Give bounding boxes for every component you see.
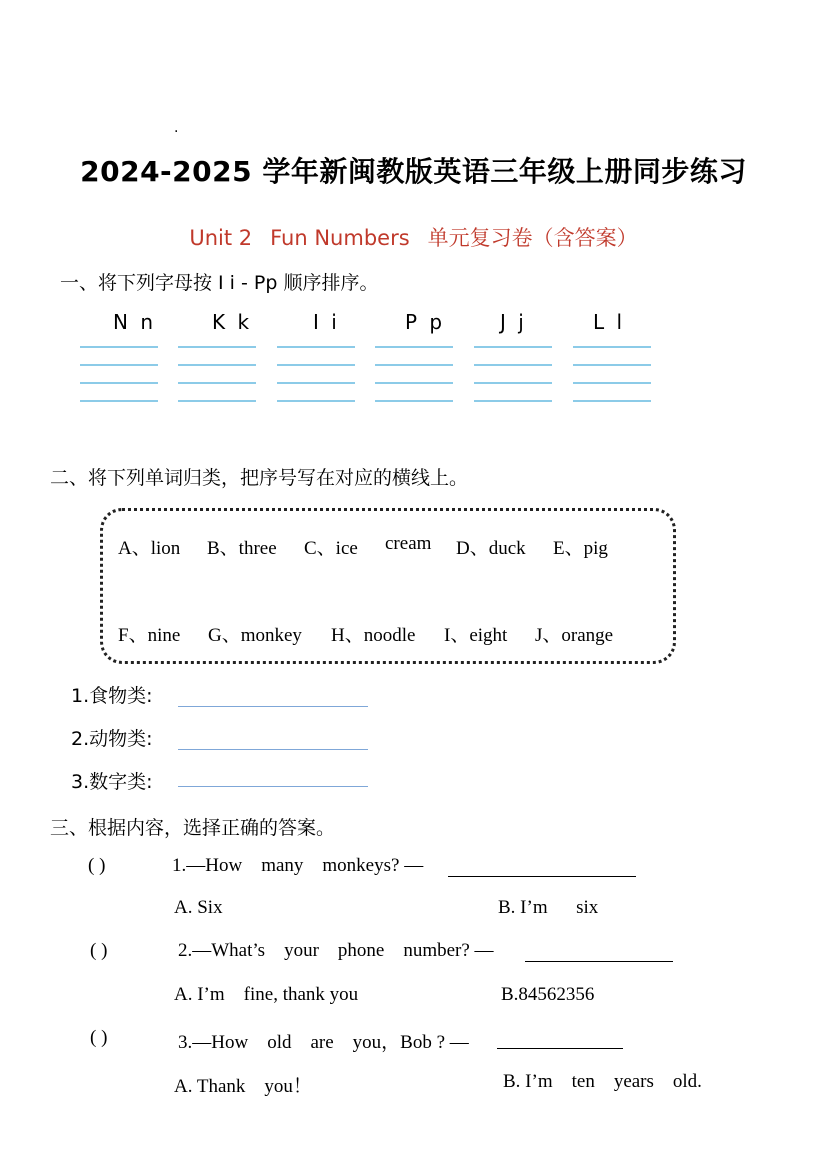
answer-paren[interactable]: ( ) bbox=[90, 940, 108, 961]
writing-lines[interactable] bbox=[178, 346, 256, 418]
option-b[interactable]: B. I’m ten years old. bbox=[503, 1071, 702, 1092]
word-item: F、nine bbox=[118, 625, 181, 646]
page-subtitle bbox=[0, 222, 827, 252]
writing-lines[interactable] bbox=[375, 346, 453, 418]
letter-pair: I i bbox=[313, 310, 340, 334]
writing-lines[interactable] bbox=[573, 346, 651, 418]
answer-line[interactable] bbox=[525, 961, 673, 962]
answer-line[interactable] bbox=[448, 876, 636, 877]
question-text: 2.—What’s your phone number? — bbox=[178, 940, 494, 961]
subtitle-rest: 单元复习卷（含答案） bbox=[427, 226, 638, 250]
word-item: B、three bbox=[207, 538, 277, 559]
question-text: 3.—How old are you，Bob ? — bbox=[178, 1032, 469, 1053]
subtitle-unit: Unit 2 bbox=[189, 226, 253, 250]
section3-heading: 三、根据内容，选择正确的答案。 bbox=[50, 817, 336, 839]
word-item: cream bbox=[385, 533, 432, 554]
letter-pair: J j bbox=[500, 310, 527, 334]
word-item: A、lion bbox=[118, 538, 181, 559]
page-mark: · bbox=[174, 124, 179, 140]
category-number-answer-line[interactable] bbox=[178, 786, 368, 787]
question-text: 1.—How many monkeys? — bbox=[172, 855, 424, 876]
letter-pair: N n bbox=[113, 310, 156, 334]
writing-lines[interactable] bbox=[80, 346, 158, 418]
answer-paren[interactable]: ( ) bbox=[90, 1027, 108, 1048]
category-food-answer-line[interactable] bbox=[178, 706, 368, 707]
section2-heading: 二、将下列单词归类，把序号写在对应的横线上。 bbox=[50, 467, 469, 489]
letter-pair: K k bbox=[212, 310, 253, 334]
category-food-label: 1.食物类: bbox=[71, 685, 153, 707]
option-a[interactable]: A. I’m fine, thank you bbox=[174, 984, 359, 1005]
page-title: 2024-2025 学年新闽教版英语三年级上册同步练习 bbox=[80, 155, 747, 188]
letter-pair: P p bbox=[405, 310, 446, 334]
subtitle-topic: Fun Numbers bbox=[270, 226, 410, 250]
word-item: H、noodle bbox=[331, 625, 416, 646]
writing-lines[interactable] bbox=[277, 346, 355, 418]
word-item: G、monkey bbox=[208, 625, 302, 646]
word-item: J、orange bbox=[535, 625, 614, 646]
word-item: D、duck bbox=[456, 538, 526, 559]
section1-heading: 一、将下列字母按 I i - Pp 顺序排序。 bbox=[60, 272, 379, 294]
category-animal-answer-line[interactable] bbox=[178, 749, 368, 750]
option-a[interactable]: A. Thank you！ bbox=[174, 1076, 312, 1097]
answer-line[interactable] bbox=[497, 1048, 623, 1049]
option-a[interactable]: A. Six bbox=[174, 897, 223, 918]
category-number-label: 3.数字类: bbox=[71, 771, 153, 793]
answer-paren[interactable]: ( ) bbox=[88, 855, 106, 876]
letter-pair: L l bbox=[593, 310, 626, 334]
category-animal-label: 2.动物类: bbox=[71, 728, 153, 750]
writing-lines[interactable] bbox=[474, 346, 552, 418]
option-b[interactable]: B. I’m six bbox=[498, 897, 599, 918]
word-item: C、ice bbox=[304, 538, 358, 559]
word-item: E、pig bbox=[553, 538, 608, 559]
option-b[interactable]: B.84562356 bbox=[501, 984, 595, 1005]
word-item: I、eight bbox=[444, 625, 508, 646]
